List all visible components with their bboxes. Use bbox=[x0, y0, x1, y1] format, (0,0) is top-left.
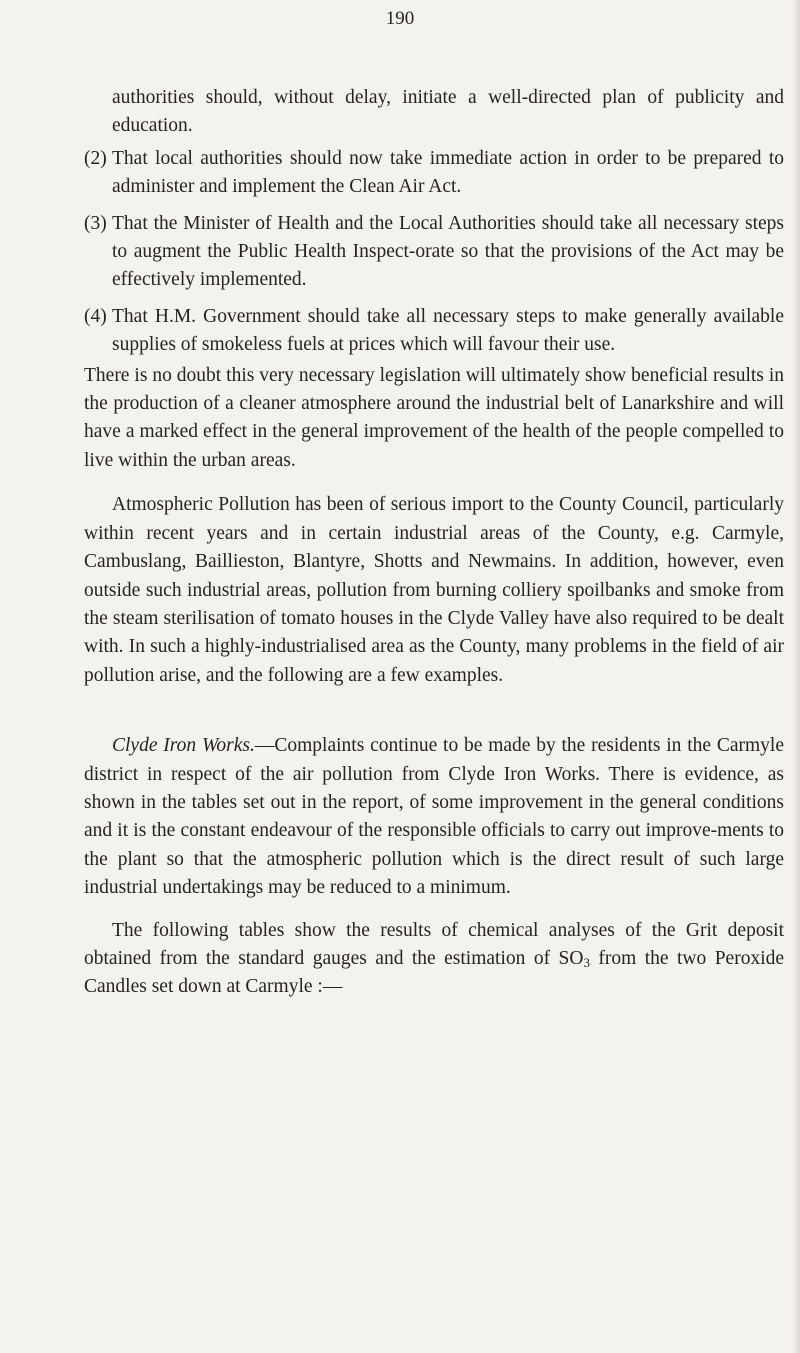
page-body bbox=[84, 84, 784, 1016]
final-text-before: The following tables show the results of chemical analyses of the Grit deposit obtained from the standard gauges and the estimation of SO bbox=[84, 919, 784, 969]
recommendation-item bbox=[84, 210, 784, 295]
final-text-after: from the two Peroxide Candles set down at Carmyle :— bbox=[84, 947, 785, 998]
section-text: —Complaints continue to be made by the residents in the Carmyle district in respect of the air pollution from Clyde Iron Works. There is evidence, as shown in the tables set out in the report, of some improvement in the general conditions and it is the constant endeavour of the responsible officials to carry out improve-ments to the plant so that the atmospheric pollution which is the direct result of such large industrial undertakings may be reduced to a minimum. bbox=[84, 735, 784, 899]
subscript-three: 3 bbox=[583, 954, 590, 970]
recommendation-text: That local authorities should now take immediate action in order to be prepared to administer and implement the Clean Air Act. bbox=[112, 147, 784, 198]
final-paragraph bbox=[84, 917, 784, 1002]
page-edge-shadow bbox=[792, 0, 800, 1353]
recommendation-number: (3) bbox=[84, 212, 107, 234]
recommendation-item bbox=[84, 145, 784, 202]
body-paragraph: Atmospheric Pollution has been of serious import to the County Council, particularly within recent years and in certain industrial areas of the County, e.g. Carmyle, Cambuslang, Baillieston, Blantyre, Shotts and Newmains. In addition, however, even outside such industrial areas, pollution from burning colliery spoilbanks and smoke from the steam sterilisation of tomato houses in the Clyde Valley have also required to be dealt with. In such a highly-industrialised area as the County, many problems in the field of air pollution arise, and the following are a few examples. bbox=[84, 494, 784, 686]
page-number: 190 bbox=[385, 8, 415, 29]
clyde-iron-works-paragraph bbox=[84, 732, 784, 902]
section-gap bbox=[84, 704, 784, 732]
recommendation-number: (2) bbox=[84, 147, 107, 169]
intro-continuation: authorities should, without delay, initiate a well-directed plan of publicity and education. bbox=[112, 87, 784, 137]
recommendation-item bbox=[84, 303, 784, 360]
section-heading: Clyde Iron Works. bbox=[112, 735, 255, 757]
recommendation-text: That the Minister of Health and the Local Authorities should take all necessary steps to augment the Public Health Inspect-orate so that the provisions of the Act may be effectively implemented. bbox=[112, 212, 784, 291]
recommendation-number: (4) bbox=[84, 305, 107, 327]
paragraph-text: There is no doubt this very necessary legislation will ultimately show beneficial results in the production of a cleaner atmosphere around the industrial belt of Lanarkshire and will have a marked effect in the general improvement of the health of the people compelled to live within the urban areas. bbox=[84, 364, 784, 471]
recommendation-text: That H.M. Government should take all necessary steps to make generally available supplies of smokeless fuels at prices which will favour their use. bbox=[112, 305, 784, 356]
body-paragraph bbox=[84, 362, 784, 476]
